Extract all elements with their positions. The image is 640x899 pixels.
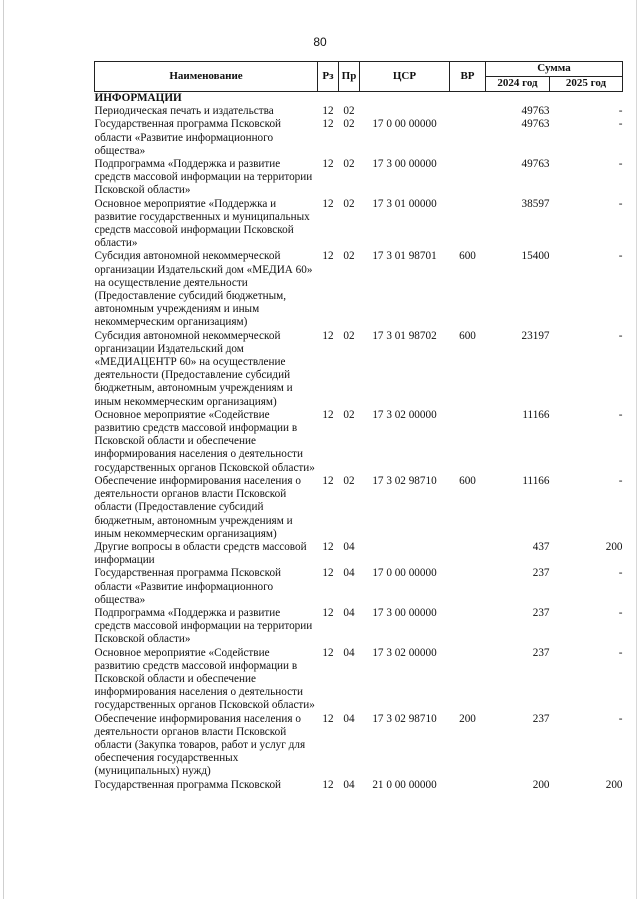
row-pr <box>339 92 360 106</box>
row-pr: 02 <box>343 197 355 210</box>
row-rz: 12 <box>322 778 334 791</box>
budget-table <box>94 61 623 792</box>
row-vr <box>450 198 486 251</box>
row-sum-2024: 237 <box>532 567 550 580</box>
table-row <box>95 118 623 158</box>
row-sum-2024: 11166 <box>522 408 550 421</box>
row-sum-2024: 200 <box>532 778 550 791</box>
row-sum-2024: 49763 <box>521 118 550 131</box>
header-rz: Рз <box>318 62 339 92</box>
row-vr: 600 <box>459 474 476 487</box>
row-sum-2024: 15400 <box>521 250 550 263</box>
row-name: Основное мероприятие «Содействие развитию средств массовой информации в Псковской области и обеспечение информирования населения о деятельности государственных органов Псковской области» <box>94 646 315 712</box>
table-row <box>95 779 623 792</box>
header-sum: Сумма <box>486 62 623 77</box>
row-name: Обеспечение информирования населения о деятельности органов власти Псковской области (Предоставление субсидий бюджетным, автономным учреждениям и иным некоммерческим организациям) <box>94 474 301 540</box>
row-csr: 17 3 01 00000 <box>372 197 437 210</box>
table-row <box>95 158 623 198</box>
row-pr: 04 <box>343 778 355 791</box>
row-rz: 12 <box>322 540 334 553</box>
row-sum-2025 <box>550 92 623 106</box>
row-vr: 600 <box>459 329 476 342</box>
row-sum-2024: 437 <box>532 540 550 553</box>
row-pr: 02 <box>343 105 355 118</box>
row-sum-2024 <box>486 92 550 106</box>
row-vr <box>450 541 486 567</box>
row-name: Периодическая печать и издательства <box>94 105 274 118</box>
table-row <box>95 330 623 409</box>
table-row <box>95 92 623 106</box>
row-csr <box>360 541 450 567</box>
row-rz: 12 <box>322 567 334 580</box>
row-csr: 17 3 01 98702 <box>372 329 437 342</box>
row-name: Другие вопросы в области средств массовой информации <box>94 540 307 567</box>
row-vr: 600 <box>459 250 476 263</box>
row-pr: 04 <box>343 646 355 659</box>
row-vr: 200 <box>459 712 476 725</box>
row-csr <box>360 105 450 118</box>
row-rz: 12 <box>322 606 334 619</box>
row-csr: 17 3 02 00000 <box>372 646 437 659</box>
row-vr <box>450 105 486 118</box>
table-row <box>95 567 623 607</box>
row-rz: 12 <box>322 197 334 210</box>
row-csr: 17 0 00 00000 <box>372 118 437 131</box>
table-header <box>95 62 623 92</box>
row-rz: 12 <box>322 250 334 263</box>
table-row <box>95 647 623 713</box>
header-vr: ВР <box>450 62 486 92</box>
row-sum-2025: - <box>618 197 623 210</box>
table-row <box>95 250 623 329</box>
row-sum-2024: 49763 <box>521 105 550 118</box>
row-rz: 12 <box>322 158 334 171</box>
row-vr <box>450 158 486 198</box>
row-rz: 12 <box>322 712 334 725</box>
row-sum-2025: - <box>618 408 623 421</box>
row-pr: 02 <box>343 408 355 421</box>
row-name: Субсидия автономной некоммерческой организации Издательский дом «МЕДИАЦЕНТР 60» на осуществление деятельности (Предоставление субсидий бюджетным, автономным учреждениям и иным некоммерческим организациям) <box>94 329 293 408</box>
row-vr <box>450 92 486 106</box>
table-row <box>95 713 623 779</box>
table-row <box>95 198 623 251</box>
row-pr: 02 <box>343 118 355 131</box>
row-vr <box>450 607 486 647</box>
row-csr: 21 0 00 00000 <box>372 778 437 791</box>
row-rz: 12 <box>322 118 334 131</box>
row-sum-2025: - <box>618 118 623 131</box>
row-sum-2025: - <box>618 105 623 118</box>
row-csr: 17 3 00 00000 <box>372 606 437 619</box>
row-sum-2025: 200 <box>605 540 623 553</box>
table-row <box>95 475 623 541</box>
row-name: Субсидия автономной некоммерческой организации Издательский дом «МЕДИА 60» на осуществление деятельности (Предоставление субсидий бюджетным, автономным учреждениям и иным некоммерческим организациям) <box>94 250 313 329</box>
row-pr: 02 <box>343 474 355 487</box>
row-rz <box>318 92 339 106</box>
row-pr: 02 <box>343 329 355 342</box>
row-csr <box>360 92 450 106</box>
row-rz: 12 <box>322 408 334 421</box>
row-vr <box>450 567 486 607</box>
row-pr: 04 <box>343 712 355 725</box>
row-csr: 17 3 01 98701 <box>372 250 437 263</box>
scan-edge-right <box>636 0 637 899</box>
row-name: Государственная программа Псковской области «Развитие информационного общества» <box>94 567 282 606</box>
row-sum-2024: 11166 <box>522 474 550 487</box>
table-row <box>95 607 623 647</box>
row-vr <box>450 118 486 158</box>
row-sum-2025: - <box>618 250 623 263</box>
row-vr <box>450 779 486 792</box>
header-name: Наименование <box>95 62 318 92</box>
row-sum-2024: 49763 <box>521 158 550 171</box>
row-sum-2025: - <box>618 606 623 619</box>
row-sum-2024: 38597 <box>521 197 550 210</box>
row-sum-2025: - <box>618 646 623 659</box>
row-name: Подпрограмма «Поддержка и развитие средств массовой информации на территории Псковской области» <box>94 158 313 197</box>
row-sum-2025: - <box>618 712 623 725</box>
header-2024: 2024 год <box>486 77 550 92</box>
row-name: Обеспечение информирования населения о деятельности органов власти Псковской области (Закупка товаров, работ и услуг для обеспечения государственных (муниципальных) нужд) <box>94 712 306 778</box>
row-csr: 17 3 00 00000 <box>372 158 437 171</box>
row-rz: 12 <box>322 105 334 118</box>
header-pr: Пр <box>339 62 360 92</box>
row-sum-2024: 237 <box>532 712 550 725</box>
row-csr: 17 3 02 00000 <box>372 408 437 421</box>
row-sum-2025: - <box>618 567 623 580</box>
page-number: 80 <box>313 35 327 49</box>
header-2025: 2025 год <box>550 77 623 92</box>
row-sum-2025: - <box>618 329 623 342</box>
table-body <box>95 92 623 792</box>
row-name: Основное мероприятие «Поддержка и развитие государственных и муниципальных средств массовой информации Псковской области» <box>94 197 310 250</box>
row-vr <box>450 409 486 475</box>
row-sum-2024: 237 <box>532 646 550 659</box>
row-csr: 17 0 00 00000 <box>372 567 437 580</box>
table-row <box>95 409 623 475</box>
row-pr: 04 <box>343 606 355 619</box>
scan-edge-left <box>3 0 4 899</box>
row-csr: 17 3 02 98710 <box>372 712 437 725</box>
row-name: Основное мероприятие «Содействие развитию средств массовой информации в Псковской области и обеспечение информирования населения о деятельности государственных органов Псковской области» <box>94 408 315 474</box>
row-sum-2025: - <box>618 474 623 487</box>
table-row <box>95 541 623 567</box>
row-vr <box>450 647 486 713</box>
table-row <box>95 105 623 118</box>
header-csr: ЦСР <box>360 62 450 92</box>
row-sum-2025: 200 <box>605 778 623 791</box>
row-name: Государственная программа Псковской <box>94 778 282 791</box>
row-csr: 17 3 02 98710 <box>372 474 437 487</box>
row-name: Подпрограмма «Поддержка и развитие средств массовой информации на территории Псковской области» <box>94 606 313 646</box>
row-rz: 12 <box>322 646 334 659</box>
row-rz: 12 <box>322 474 334 487</box>
row-name: Государственная программа Псковской области «Развитие информационного общества» <box>94 118 282 157</box>
row-pr: 04 <box>343 567 355 580</box>
row-pr: 02 <box>343 158 355 171</box>
row-rz: 12 <box>322 329 334 342</box>
row-sum-2024: 237 <box>532 606 550 619</box>
row-pr: 02 <box>343 250 355 263</box>
row-pr: 04 <box>343 540 355 553</box>
row-sum-2024: 23197 <box>521 329 550 342</box>
row-sum-2025: - <box>618 158 623 171</box>
row-name: ИНФОРМАЦИИ <box>94 92 182 104</box>
